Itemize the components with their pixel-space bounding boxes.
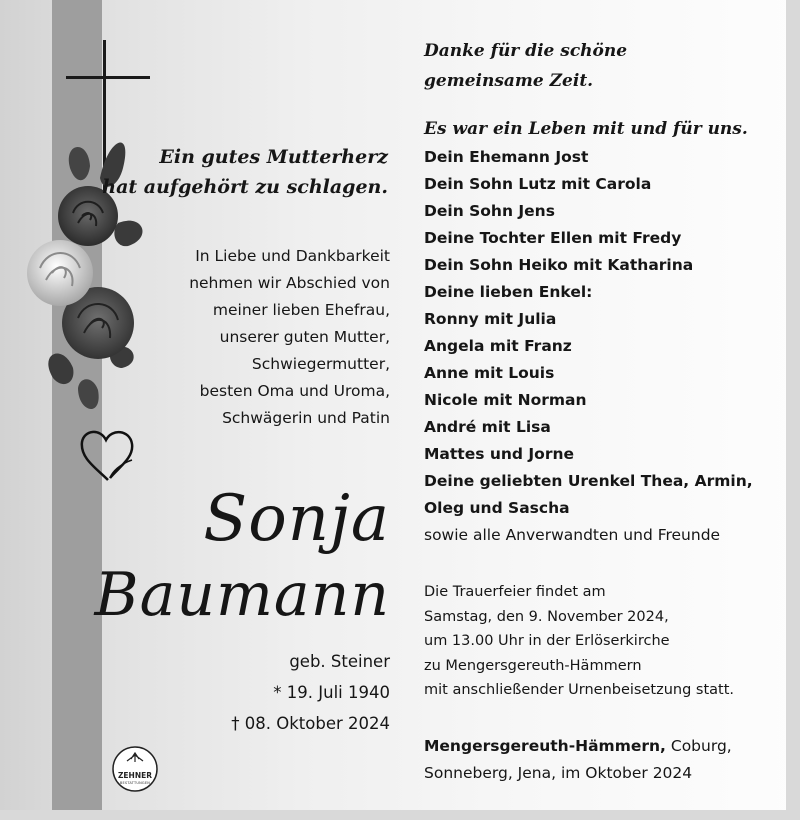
place-line-2: Sonneberg, Jena, im Oktober 2024 [424, 764, 693, 782]
mourner-line: Nicole mit Norman [424, 391, 587, 409]
place-and-date [424, 733, 732, 787]
funeral-service-info [424, 580, 734, 703]
farewell-line: unserer guten Mutter, [219, 328, 390, 346]
mourner-line: Deine geliebten Urenkel Thea, Armin, [424, 472, 753, 490]
thanks-quote-line: gemeinsame Zeit. [424, 71, 594, 91]
mourner-line: Dein Ehemann Jost [424, 148, 589, 166]
death-date: † 08. Oktober 2024 [231, 714, 390, 733]
mourner-line: Anne mit Louis [424, 364, 555, 382]
farewell-line: Schwägerin und Patin [222, 409, 390, 427]
service-line: mit anschließender Urnenbeisetzung statt. [424, 682, 735, 698]
life-quote: Es war ein Leben mit und für uns. [424, 119, 748, 139]
thanks-quote-line: Danke für die schöne [424, 41, 628, 61]
mourner-line: Ronny mit Julia [424, 310, 557, 328]
mourner-line: Dein Sohn Lutz mit Carola [424, 175, 652, 193]
farewell-line: Schwiegermutter, [251, 355, 390, 373]
mourner-line: Deine lieben Enkel: [424, 283, 593, 301]
left-quote-line: hat aufgehört zu schlagen. [102, 176, 388, 198]
farewell-line: nehmen wir Abschied von [189, 274, 390, 292]
service-line: um 13.00 Uhr in der Erlöserkirche [424, 633, 670, 649]
mourner-line: Deine Tochter Ellen mit Fredy [424, 229, 682, 247]
farewell-line: In Liebe und Dankbarkeit [195, 247, 390, 265]
service-line: zu Mengersgereuth-Hämmern [424, 657, 642, 674]
deceased-last-name: Baumann [94, 560, 390, 630]
logo-subtitle: BESTATTUNGEN [119, 781, 151, 785]
place-line [424, 733, 732, 760]
birth-date: * 19. Juli 1940 [273, 683, 390, 702]
mourners-list [424, 144, 753, 549]
funeral-home-logo [111, 745, 159, 793]
service-line: Die Trauerfeier findet am [424, 584, 606, 600]
maiden-name: geb. Steiner [289, 652, 390, 671]
logo-name: ZEHNER [117, 771, 152, 780]
mourners-closing: sowie alle Anverwandten und Freunde [424, 526, 721, 544]
farewell-line: besten Oma und Uroma, [199, 382, 390, 400]
mourner-line: Dein Sohn Jens [424, 202, 555, 220]
heart-icon [76, 424, 140, 486]
left-quote-line: Ein gutes Mutterherz [159, 146, 388, 168]
farewell-text [189, 243, 390, 432]
place-bold: Mengersgereuth-Hämmern, [424, 737, 666, 755]
deceased-first-name: Sonja [203, 482, 390, 556]
service-line: Samstag, den 9. November 2024, [424, 608, 669, 625]
frame-bottom [0, 810, 800, 820]
mourner-line: Dein Sohn Heiko mit Katharina [424, 256, 694, 274]
thanks-quote [424, 36, 627, 96]
mourner-line: Mattes und Jorne [424, 445, 575, 463]
frame-right [786, 0, 800, 820]
left-quote [102, 142, 388, 202]
farewell-line: meiner lieben Ehefrau, [212, 301, 390, 319]
mourner-line: Oleg und Sascha [424, 499, 570, 517]
mourner-line: André mit Lisa [424, 418, 551, 436]
place-rest: Coburg, [665, 737, 732, 755]
mourner-line: Angela mit Franz [424, 337, 572, 355]
birth-death-info [231, 646, 390, 739]
